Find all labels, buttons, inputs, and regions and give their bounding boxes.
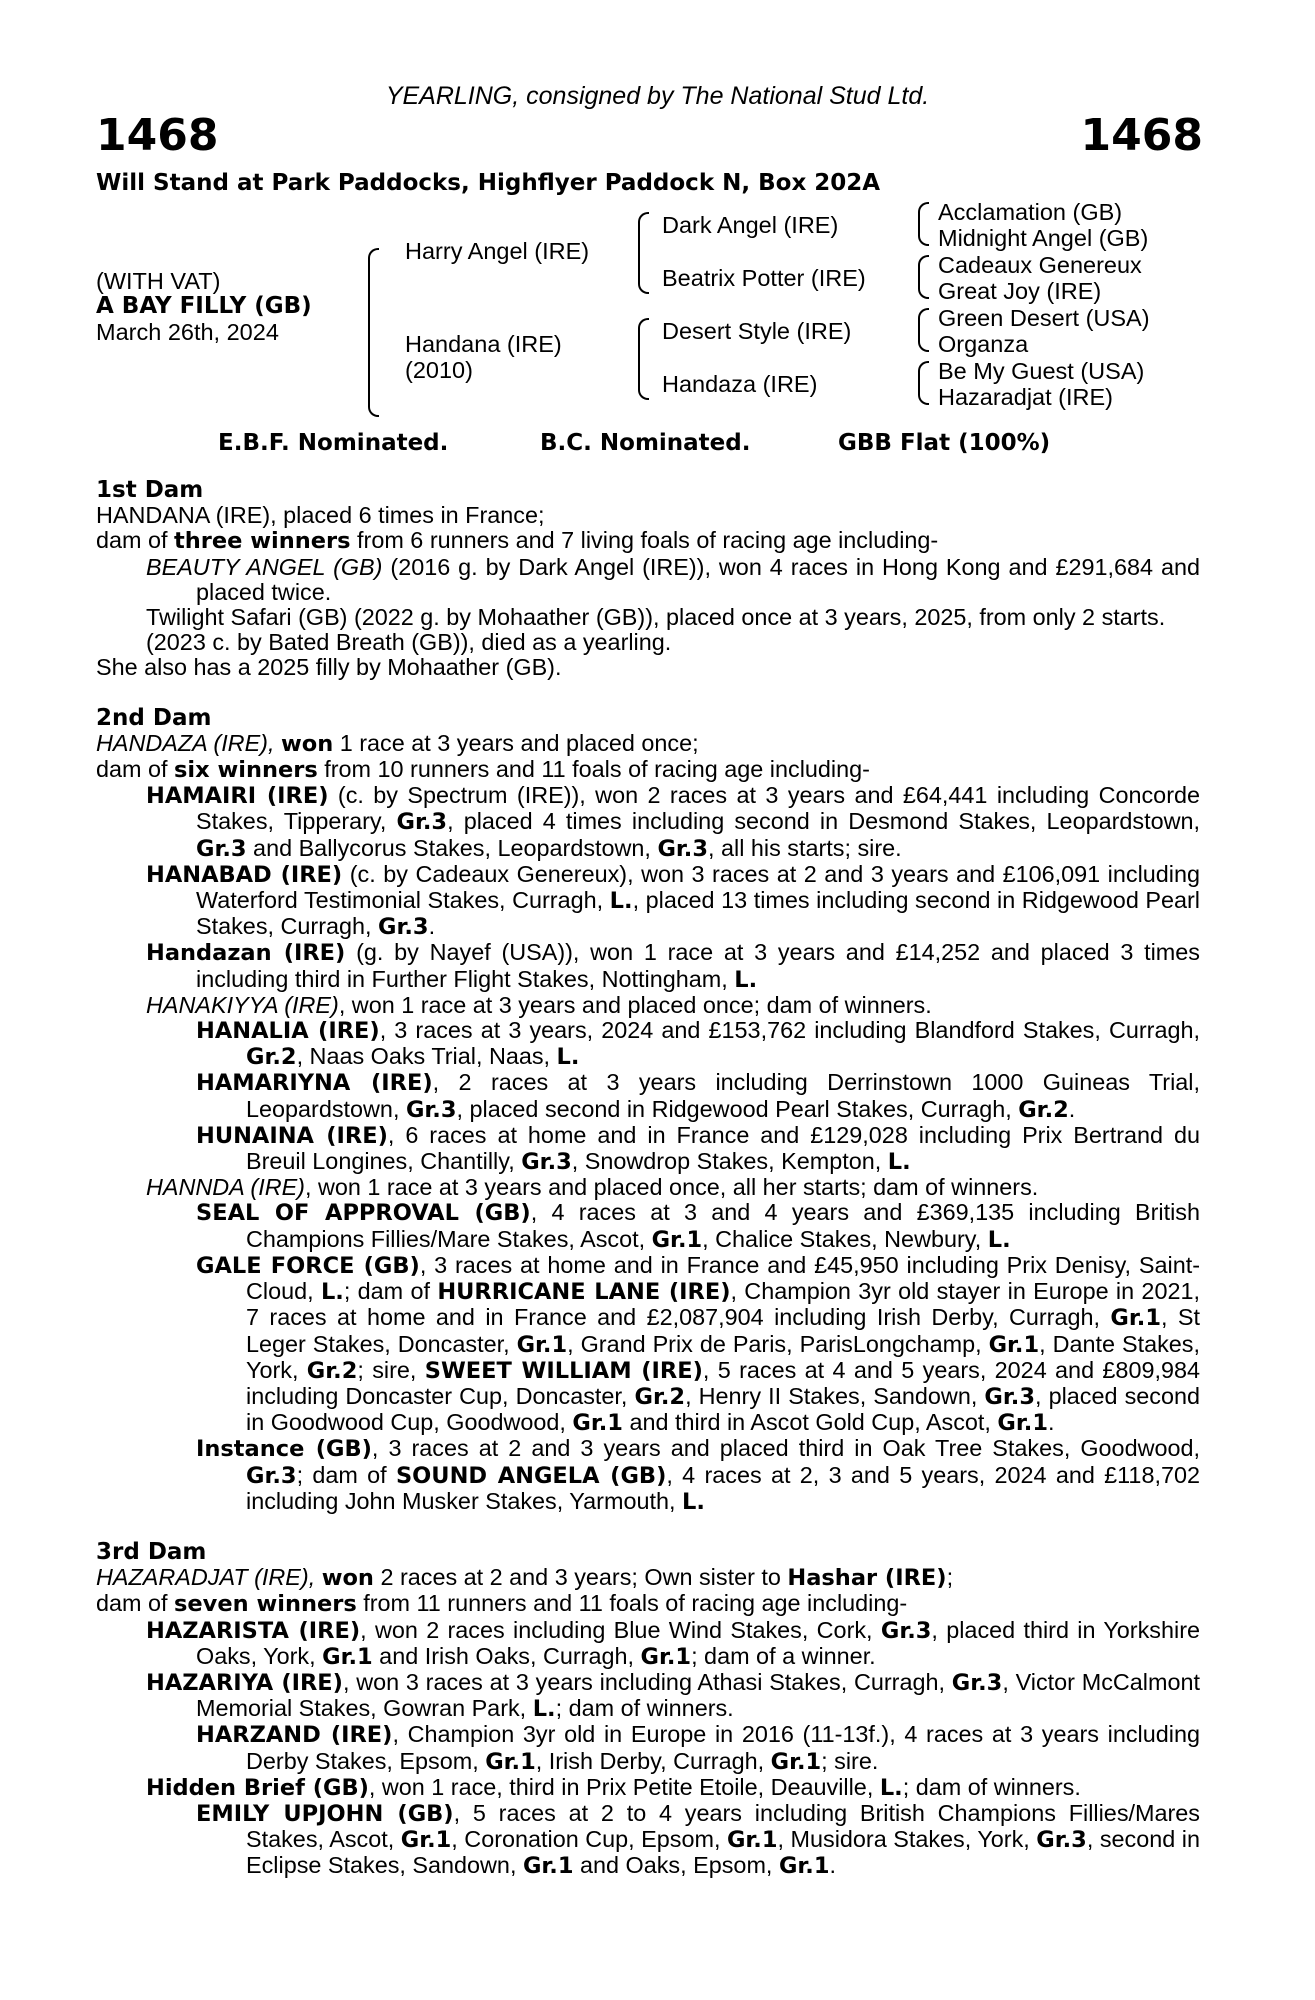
third-dam-produce-summary: dam of seven winners from 11 runners and 11 foals of racing age including- bbox=[96, 1590, 908, 1618]
grand-offspring-entry: HUNAINA (IRE), 6 races at home and in France and £129,028 including Prix Bertrand du Breuil Longines, Chantilly, Gr.3, Snowdrop Stakes, Kempton, L. bbox=[196, 1121, 1200, 1176]
gbb-flat: GBB Flat (100%) bbox=[838, 430, 1051, 456]
grand-offspring-entry: GALE FORCE (GB), 3 races at home and in France and £45,950 including Prix Denisy, Saint-Cloud, L.; dam of HURRICANE LANE (IRE), Champion 3yr old stayer in Europe in 2021, 7 races at home and in France and £2,087,904 including Irish Derby, Curragh, Gr.1, St Leger Stakes, Doncaster, Gr.1, Grand Prix de Paris, ParisLongchamp, Gr.1, Dante Stakes, York, Gr.2; sire, SWEET WILLIAM (IRE), 5 races at 4 and 5 years, 2024 and £809,984 including Doncaster Cup, Doncaster, Gr.2, Henry II Stakes, Sandown, Gr.3, placed second in Goodwood Cup, Goodwood, Gr.1 and third in Ascot Gold Cup, Ascot, Gr.1. bbox=[196, 1251, 1201, 1437]
pedigree-dss: Green Desert (USA) bbox=[938, 305, 1150, 331]
pedigree-ddd: Hazaradjat (IRE) bbox=[938, 384, 1113, 410]
pedigree-notes bbox=[96, 478, 1200, 1880]
offspring-entry: Hidden Brief (GB), won 1 race, third in Prix Petite Etoile, Deauville, L.; dam of winners. bbox=[146, 1773, 1081, 1801]
first-dam-heading: 1st Dam bbox=[96, 477, 204, 503]
brace-gen3-2 bbox=[918, 255, 929, 299]
pedigree-dam-sire: Desert Style (IRE) bbox=[662, 318, 852, 344]
subject-name: A BAY FILLY (GB) bbox=[96, 293, 312, 319]
offspring-entry: Handazan (IRE) (g. by Nayef (USA)), won 1 race at 3 years and £14,252 and placed 3 times including third in Further Flight Stakes, Nottingham, L. bbox=[146, 939, 1200, 993]
brace-gen3-3 bbox=[918, 308, 929, 352]
lot-number-right: 1468 bbox=[1080, 110, 1203, 161]
pedigree-dam-year: (2010) bbox=[405, 357, 473, 383]
third-dam-heading: 3rd Dam bbox=[96, 1538, 207, 1565]
grand-offspring-entry: SEAL OF APPROVAL (GB), 4 races at 3 and 4 years and £369,135 including British Champions Fillies/Mare Stakes, Ascot, Gr.1, Chalice Stakes, Newbury, L. bbox=[196, 1199, 1201, 1253]
bc-nomination: B.C. Nominated. bbox=[540, 430, 751, 456]
brace-gen1 bbox=[368, 248, 379, 417]
lot-number-left: 1468 bbox=[96, 110, 219, 161]
first-dam-produce-summary: dam of three winners from 6 runners and 7 living foals of racing age including- bbox=[96, 527, 939, 555]
offspring-entry: HAMAIRI (IRE) (c. by Spectrum (IRE)), won 2 races at 3 years and £64,441 including Concorde Stakes, Tipperary, Gr.3, placed 4 times including second in Desmond Stakes, Leopardstown, Gr.3 and Ballycorus Stakes, Leopardstown, Gr.3, all his starts; sire. bbox=[146, 782, 1200, 862]
pedigree-sds: Cadeaux Genereux bbox=[938, 252, 1142, 278]
brace-gen2-top bbox=[638, 212, 649, 294]
offspring-entry: Twilight Safari (GB) (2022 g. by Mohaather (GB)), placed once at 3 years, 2025, from only 2 starts. bbox=[146, 604, 1166, 631]
first-dam-line: HANDANA (IRE), placed 6 times in France; bbox=[96, 502, 545, 529]
grand-offspring-entry: HANALIA (IRE), 3 races at 3 years, 2024 and £153,762 including Blandford Stakes, Curragh, Gr.2, Naas Oaks Trial, Naas, L. bbox=[196, 1017, 1200, 1071]
grand-offspring-entry: HARZAND (IRE), Champion 3yr old in Europe in 2016 (11-13f.), 4 races at 3 years including Derby Stakes, Epsom, Gr.1, Irish Derby, Curragh, Gr.1; sire. bbox=[196, 1721, 1200, 1775]
offspring-entry: (2023 c. by Bated Breath (GB)), died as a yearling. bbox=[146, 629, 672, 656]
vat-note: (WITH VAT) bbox=[96, 268, 221, 294]
stand-location: Will Stand at Park Paddocks, Highflyer Paddock N, Box 202A bbox=[96, 170, 881, 196]
brace-gen2-bottom bbox=[638, 318, 649, 400]
offspring-entry: HANAKIYYA (IRE), won 1 race at 3 years and placed once; dam of winners. bbox=[146, 991, 932, 1018]
second-dam-heading: 2nd Dam bbox=[96, 704, 212, 731]
grand-offspring-entry: EMILY UPJOHN (GB), 5 races at 2 to 4 years including British Champions Fillies/Mares Stakes, Ascot, Gr.1, Coronation Cup, Epsom, Gr.1, Musidora Stakes, York, Gr.3, second in Eclipse Stakes, Sandown, Gr.1 and Oaks, Epsom, Gr.1. bbox=[196, 1799, 1200, 1880]
offspring-entry: BEAUTY ANGEL (GB) (2016 g. by Dark Angel (IRE)), won 4 races in Hong Kong and £291,684 and placed twice. bbox=[146, 553, 1200, 605]
pedigree-dam: Handana (IRE) bbox=[405, 331, 562, 357]
grand-offspring-entry: Instance (GB), 3 races at 2 and 3 years and placed third in Oak Tree Stakes, Goodwood, Gr.3; dam of SOUND ANGELA (GB), 4 races at 2, 3 and 5 years, 2024 and £118,702 including John Musker Stakes, Yarmouth, L. bbox=[196, 1435, 1200, 1515]
offspring-entry: HAZARISTA (IRE), won 2 races including Blue Wind Stakes, Cork, Gr.3, placed third in Yorkshire Oaks, York, Gr.1 and Irish Oaks, Curragh, Gr.1; dam of a winner. bbox=[146, 1616, 1200, 1670]
second-dam-produce-summary: dam of six winners from 10 runners and 11 foals of racing age including- bbox=[96, 756, 870, 784]
pedigree-dds: Be My Guest (USA) bbox=[938, 358, 1145, 384]
offspring-entry: HANNDA (IRE), won 1 race at 3 years and placed once, all her starts; dam of winners. bbox=[146, 1174, 1039, 1201]
second-dam-line: HANDAZA (IRE), won 1 race at 3 years and placed once; bbox=[96, 729, 699, 757]
foaling-date: March 26th, 2024 bbox=[96, 319, 279, 345]
brace-gen3-1 bbox=[918, 202, 929, 246]
pedigree-sss: Acclamation (GB) bbox=[938, 199, 1123, 225]
pedigree-sire-dam: Beatrix Potter (IRE) bbox=[662, 265, 866, 291]
pedigree-dam-dam: Handaza (IRE) bbox=[662, 371, 818, 397]
pedigree-sire: Harry Angel (IRE) bbox=[405, 238, 590, 264]
pedigree-sire-sire: Dark Angel (IRE) bbox=[662, 212, 839, 238]
offspring-entry: HANABAD (IRE) (c. by Cadeaux Genereux), won 3 races at 2 and 3 years and £106,091 including Waterford Testimonial Stakes, Curragh, L., placed 13 times including second in Ridgewood Pearl Stakes, Curragh, Gr.3. bbox=[146, 860, 1200, 941]
grand-offspring-entry: HAMARIYNA (IRE), 2 races at 3 years including Derrinstown 1000 Guineas Trial, Leopardstown, Gr.3, placed second in Ridgewood Pearl Stakes, Curragh, Gr.2. bbox=[196, 1069, 1200, 1123]
third-dam-line: HAZARADJAT (IRE), won 2 races at 2 and 3 years; Own sister to Hashar (IRE); bbox=[96, 1564, 954, 1592]
ebf-nomination: E.B.F. Nominated. bbox=[218, 430, 449, 456]
consignor-line: YEARLING, consigned by The National Stud Ltd. bbox=[385, 82, 930, 110]
pedigree-dsd: Organza bbox=[938, 331, 1029, 357]
pedigree-sdd: Great Joy (IRE) bbox=[938, 278, 1102, 304]
offspring-entry: HAZARIYA (IRE), won 3 races at 3 years including Athasi Stakes, Curragh, Gr.3, Victor McCalmont Memorial Stakes, Gowran Park, L.; dam of winners. bbox=[146, 1668, 1200, 1723]
pedigree-ssd: Midnight Angel (GB) bbox=[938, 225, 1149, 251]
brace-gen3-4 bbox=[918, 361, 929, 405]
first-dam-note: She also has a 2025 filly by Mohaather (GB). bbox=[96, 654, 562, 681]
